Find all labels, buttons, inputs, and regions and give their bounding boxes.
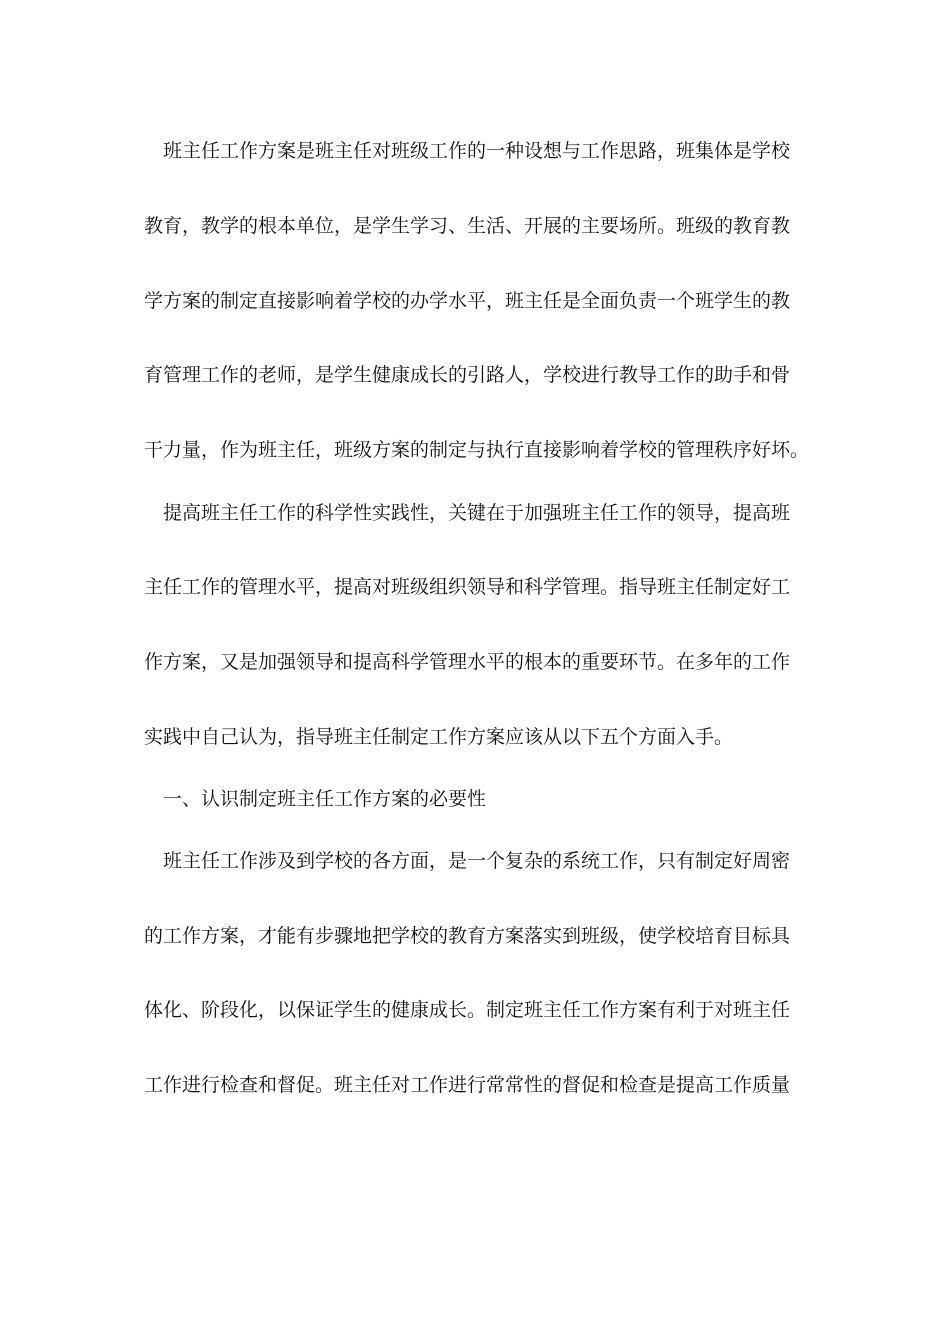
paragraph-1-line-4: 育管理工作的老师，是学生健康成长的引路人，学校进行教导工作的助手和骨	[144, 364, 791, 386]
paragraph-1-line-5: 干力量，作为班主任，班级方案的制定与执行直接影响着学校的管理秩序好坏。	[144, 439, 810, 461]
paragraph-3-line-3: 体化、阶段化，以保证学生的健康成长。制定班主任工作方案有利于对班主任	[144, 999, 791, 1021]
paragraph-1-line-3: 学方案的制定直接影响着学校的办学水平，班主任是全面负责一个班学生的教	[144, 290, 791, 312]
paragraph-2-line-2: 主任工作的管理水平，提高对班级组织领导和科学管理。指导班主任制定好工	[144, 576, 791, 598]
paragraph-2-line-1: 提高班主任工作的科学性实践性，关键在于加强班主任工作的领导，提高班	[163, 502, 791, 524]
paragraph-3-line-1: 班主任工作涉及到学校的各方面，是一个复杂的系统工作，只有制定好周密	[163, 850, 791, 872]
paragraph-3-line-2: 的工作方案，才能有步骤地把学校的教育方案落实到班级，使学校培育目标具	[144, 925, 791, 947]
paragraph-2-line-3: 作方案，又是加强领导和提高科学管理水平的根本的重要环节。在多年的工作	[144, 651, 791, 673]
section-heading-1: 一、认识制定班主任工作方案的必要性	[163, 788, 487, 810]
paragraph-1-line-1: 班主任工作方案是班主任对班级工作的一种设想与工作思路，班集体是学校	[163, 140, 791, 162]
paragraph-2-line-4: 实践中自己认为，指导班主任制定工作方案应该从以下五个方面入手。	[144, 726, 734, 748]
paragraph-1-line-2: 教育，教学的根本单位，是学生学习、生活、开展的主要场所。班级的教育教	[144, 215, 791, 237]
paragraph-3-line-4: 工作进行检查和督促。班主任对工作进行常常性的督促和检查是提高工作质量	[144, 1074, 791, 1096]
